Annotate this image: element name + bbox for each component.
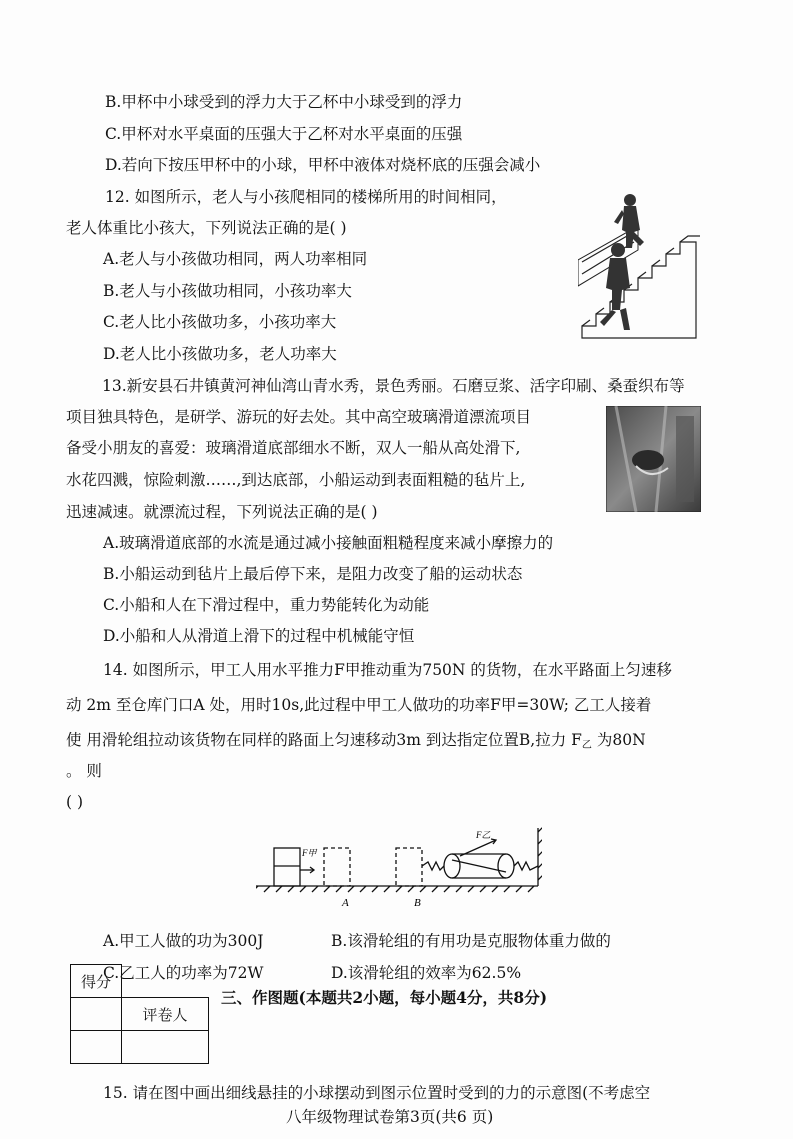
q15-stem: 15. 请在图中画出细线悬挂的小球摆动到图示位置时受到的力的示意图(不考虑空: [103, 1084, 651, 1102]
q11-option-c: C.甲杯对水平桌面的压强大于乙杯对水平桌面的压强: [105, 125, 463, 143]
q14-option-a: A.甲工人做的功为300J: [103, 932, 264, 950]
label-point-a: A: [342, 897, 349, 909]
q13-stem-line2: 项目独具特色，是研学、游玩的好去处。其中高空玻璃滑道漂流项目: [66, 408, 532, 426]
q12-option-b: B.老人与小孩做功相同，小孩功率大: [103, 282, 352, 300]
q12-stem-line1: 12. 如图所示，老人与小孩爬相同的楼梯所用的时间相同，: [105, 188, 507, 206]
q13-option-c: C.小船和人在下滑过程中，重力势能转化为动能: [103, 596, 430, 614]
grader-label: 评卷人: [122, 998, 209, 1031]
score-label: 得分: [71, 965, 122, 998]
pulley-figure: [256, 826, 542, 910]
q11-option-b: B.甲杯中小球受到的浮力大于乙杯中小球受到的浮力: [105, 93, 463, 111]
q13-option-b: B.小船运动到毡片上最后停下来，是阻力改变了船的运动状态: [103, 565, 523, 583]
score-cell[interactable]: [71, 1031, 122, 1064]
q13-option-a: A.玻璃滑道底部的水流是通过减小接触面粗糙程度来减小摩擦力的: [103, 534, 554, 552]
q14-stem-line2: 动 2m 至仓库门口A 处，用时10s,此过程中甲工人做功的功率F甲=30W; 乙工人接着: [66, 696, 652, 714]
stairs-figure: [578, 190, 700, 340]
q14-option-c: C.乙工人的功率为72W: [103, 964, 264, 982]
q12-option-d: D.老人比小孩做功多，老人功率大: [103, 345, 337, 363]
q14-stem-line3: 使 用滑轮组拉动该货物在同样的路面上匀速移动3m 到达指定位置B,拉力 F乙 为80N: [66, 731, 646, 751]
section-title: 三、作图题(本题共2小题，每小题4分，共8分): [221, 988, 548, 1007]
grader-cell[interactable]: [122, 1031, 209, 1064]
q11-option-d: D.若向下按压甲杯中的小球，甲杯中液体对烧杯底的压强会减小: [105, 156, 541, 174]
q14-stem-line4: 。 则: [66, 762, 102, 780]
q14-answer-paren: ( ): [66, 793, 84, 811]
q12-option-c: C.老人比小孩做功多，小孩功率大: [103, 313, 337, 331]
q13-stem-line4: 水花四溅，惊险刺激……,到达底部，小船运动到表面粗糙的毡片上,: [66, 471, 526, 489]
label-f-jia: F甲: [302, 848, 317, 858]
q13-stem-line1: 13.新安县石井镇黄河神仙湾山青水秀，景色秀丽。石磨豆浆、活字印刷、桑蚕织布等: [102, 377, 685, 395]
q13-stem-line3: 备受小朋友的喜爱：玻璃滑道底部细水不断，双人一船从高处滑下,: [66, 439, 521, 457]
label-f-yi: F乙: [476, 830, 491, 840]
q14-option-b: B.该滑轮组的有用功是克服物体重力做的: [331, 932, 611, 950]
q13-stem-line5: 迅速减速。就漂流过程，下列说法正确的是( ): [66, 503, 378, 521]
label-point-b: B: [414, 897, 421, 909]
q12-option-a: A.老人与小孩做功相同，两人功率相同: [103, 250, 368, 268]
slide-photo: [606, 406, 701, 512]
q14-option-d: D.该滑轮组的效率为62.5%: [331, 964, 522, 982]
q12-stem-line2: 老人体重比小孩大，下列说法正确的是( ): [66, 219, 347, 237]
q14-stem-line1: 14. 如图所示，甲工人用水平推力F甲推动重为750N 的货物，在水平路面上匀速移: [103, 661, 672, 679]
page-footer: 八年级物理试卷第3页(共6 页): [286, 1108, 494, 1126]
score-box: [70, 964, 209, 1064]
q13-option-d: D.小船和人从滑道上滑下的过程中机械能守恒: [103, 627, 415, 645]
